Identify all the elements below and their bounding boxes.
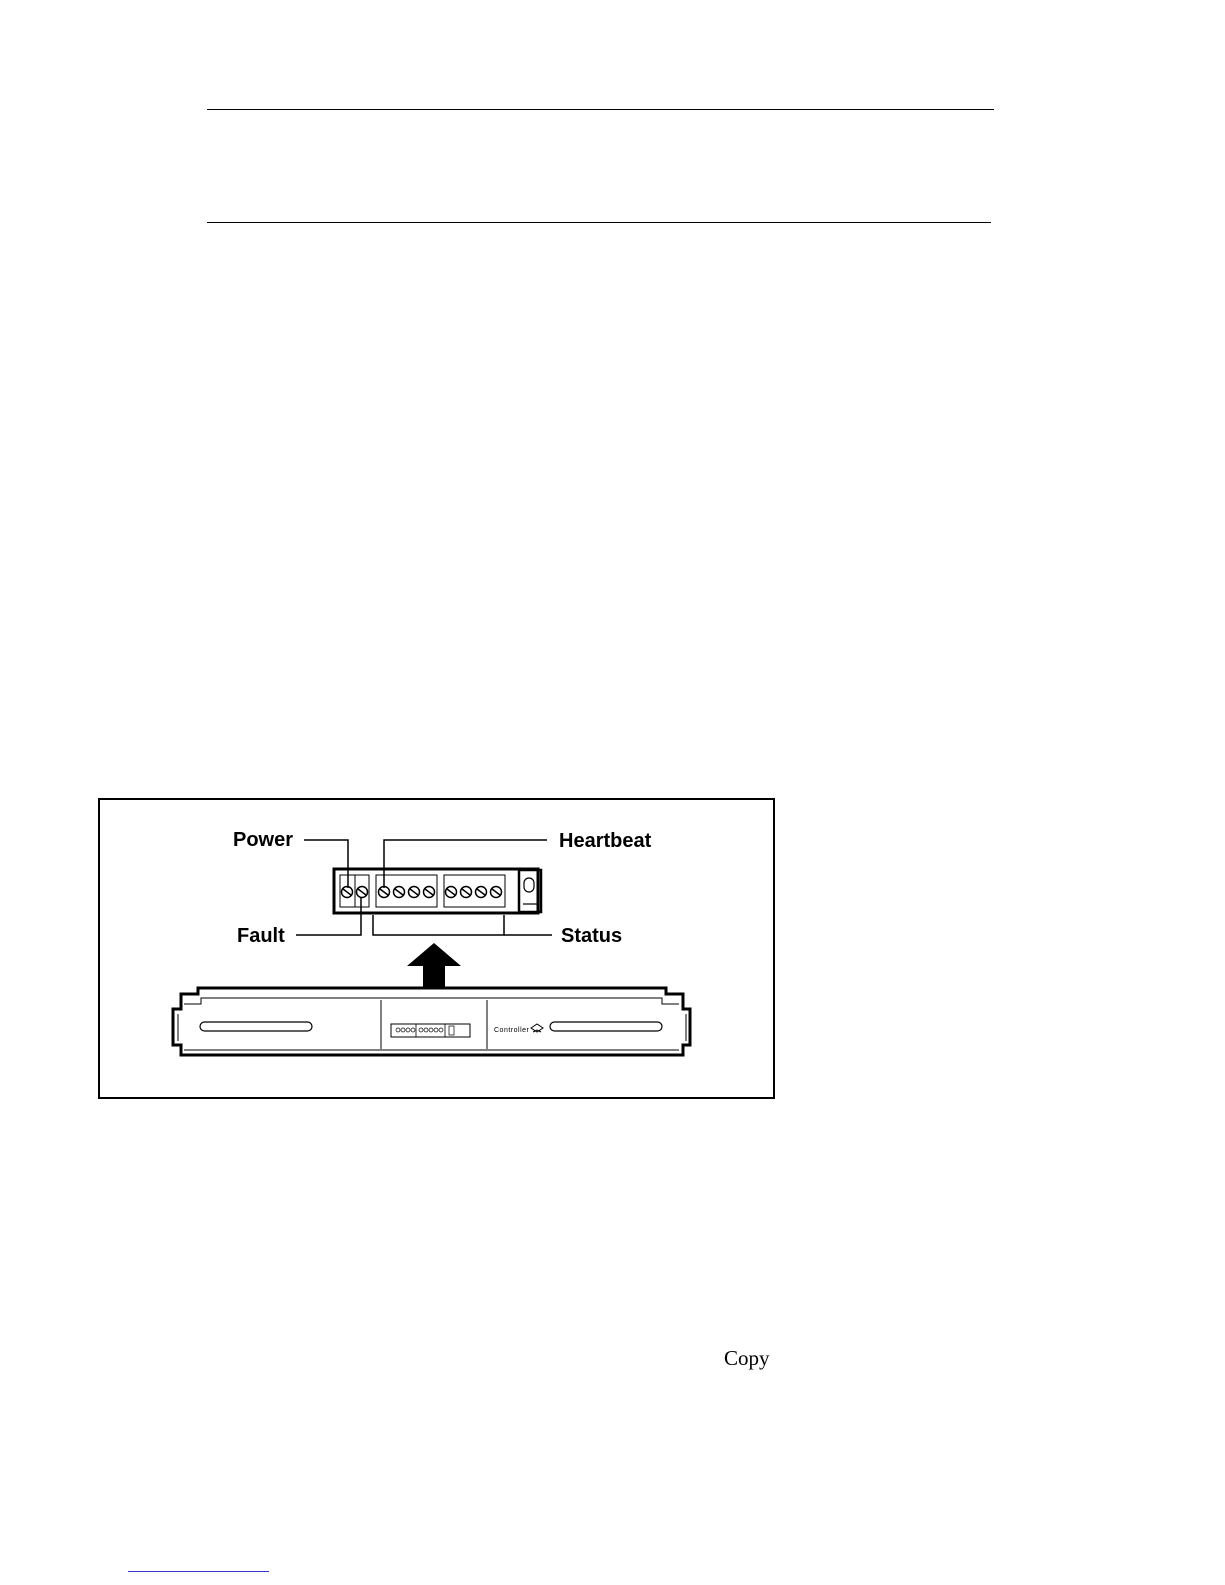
led-heartbeat [379,887,390,898]
callout-power: Power [233,829,294,851]
led-status-2 [409,887,420,898]
copyright-fragment: Copy [724,1346,770,1370]
heartbeat-leader-line [384,840,547,888]
callout-status: Status [561,925,623,947]
led-status-6 [476,887,487,898]
callout-heartbeat: Heartbeat [559,830,652,852]
controller-led-figure [98,798,775,1099]
controller-label: Controller [494,1027,530,1034]
led-status-7 [491,887,502,898]
led-status-3 [424,887,435,898]
led-status-5 [461,887,472,898]
led-power [342,887,353,898]
header-rule-bottom [207,222,991,223]
fault-leader-line [296,898,361,935]
callout-fault: Fault [237,925,285,947]
header-rule-top [207,109,994,110]
led-status-4 [446,887,457,898]
power-leader-line [304,840,348,888]
footer-link-underline[interactable] [128,1571,269,1572]
led-status-1 [394,887,405,898]
led-panel [334,869,538,913]
controller-led-diagram [100,800,773,1097]
led-fault [357,887,368,898]
status-bracket [373,915,504,935]
